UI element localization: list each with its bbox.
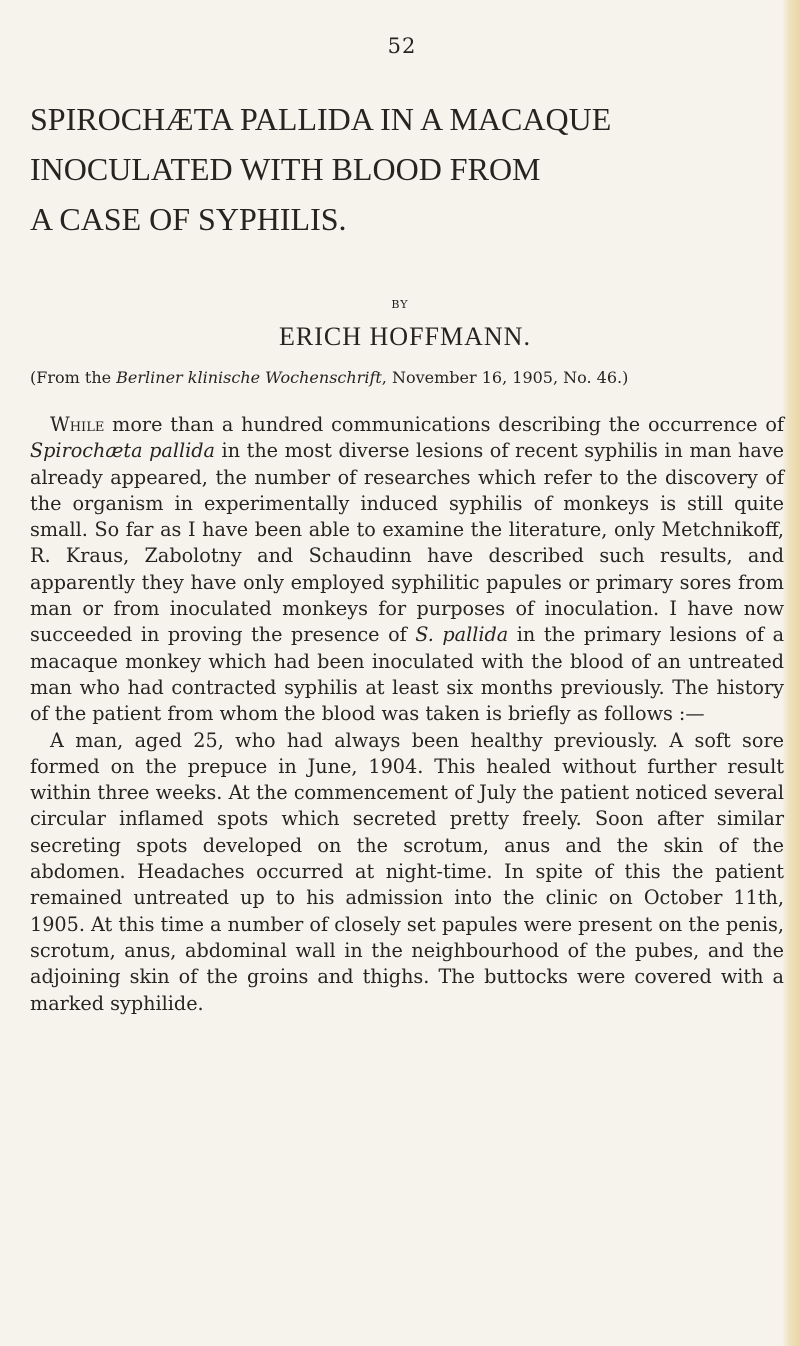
paragraph-1 [30, 412, 784, 728]
species-name: Spirochæta pallida [30, 439, 215, 463]
by-label: BY [391, 298, 409, 311]
source-journal: Berliner klinische Wochenschrift [116, 368, 382, 387]
title-line-3: A CASE OF SYPHILIS. [30, 201, 347, 237]
species-abbrev: S. pallida [415, 623, 509, 647]
source-suffix: , November 16, 1905, No. 46.) [381, 368, 629, 387]
page-edge-shadow [782, 0, 800, 1346]
paragraph-1-text-c: in the primary lesions of a macaque monkey which had been inoculated with the blood of an untreated man who had contracted syphilis at least six months previously. The history of the patient from whom the blood was taken is briefly as follows :— [30, 623, 785, 726]
source-citation [30, 368, 790, 387]
paragraph-2: A man, aged 25, who had always been healthy previously. A soft sore formed on the prepuce in June, 1904. This healed without further result within three weeks. At the commencement of July the patient noticed several circular inflamed spots which secreted pretty freely. Soon after similar secreting spots developed on the scrotum, anus and the skin of the abdomen. Headaches occurred at night-time. In spite of this the patient remained untreated up to his admission into the clinic on October 11th, 1905. At this time a number of closely set papules were present on the penis, scrotum, anus, abdominal wall in the neighbourhood of the pubes, and the adjoining skin of the groins and thighs. The buttocks were covered with a marked syphilide. [30, 728, 784, 1015]
paragraph-1-text-b: in the most diverse lesions of recent syphilis in man have already appeared, the number of researches which refer to the discovery of the organism in experimentally induced syphilis of monkeys is still quite small. So far as I have been able to examine the literature, only Metchnikoff, R. Kraus, Zabolotny and Schaudinn have described such results, and apparently they have only employed syphilitic papules or primary sores from man or from inoculated monkeys for purposes of inoculation. I have now succeeded in proving the presence of [30, 439, 784, 647]
paragraph-1-text-a: more than a hundred communications describing the occurrence of [104, 413, 784, 436]
page-number: 52 [387, 34, 417, 58]
author-name: ERICH HOFFMANN. [279, 322, 531, 351]
lead-word: While [50, 413, 105, 436]
article-body [30, 412, 784, 1017]
title-line-1: SPIROCHÆTA PALLIDA IN A MACAQUE [30, 101, 612, 137]
title-line-2: INOCULATED WITH BLOOD FROM [30, 151, 541, 187]
source-prefix: (From the [30, 368, 117, 387]
